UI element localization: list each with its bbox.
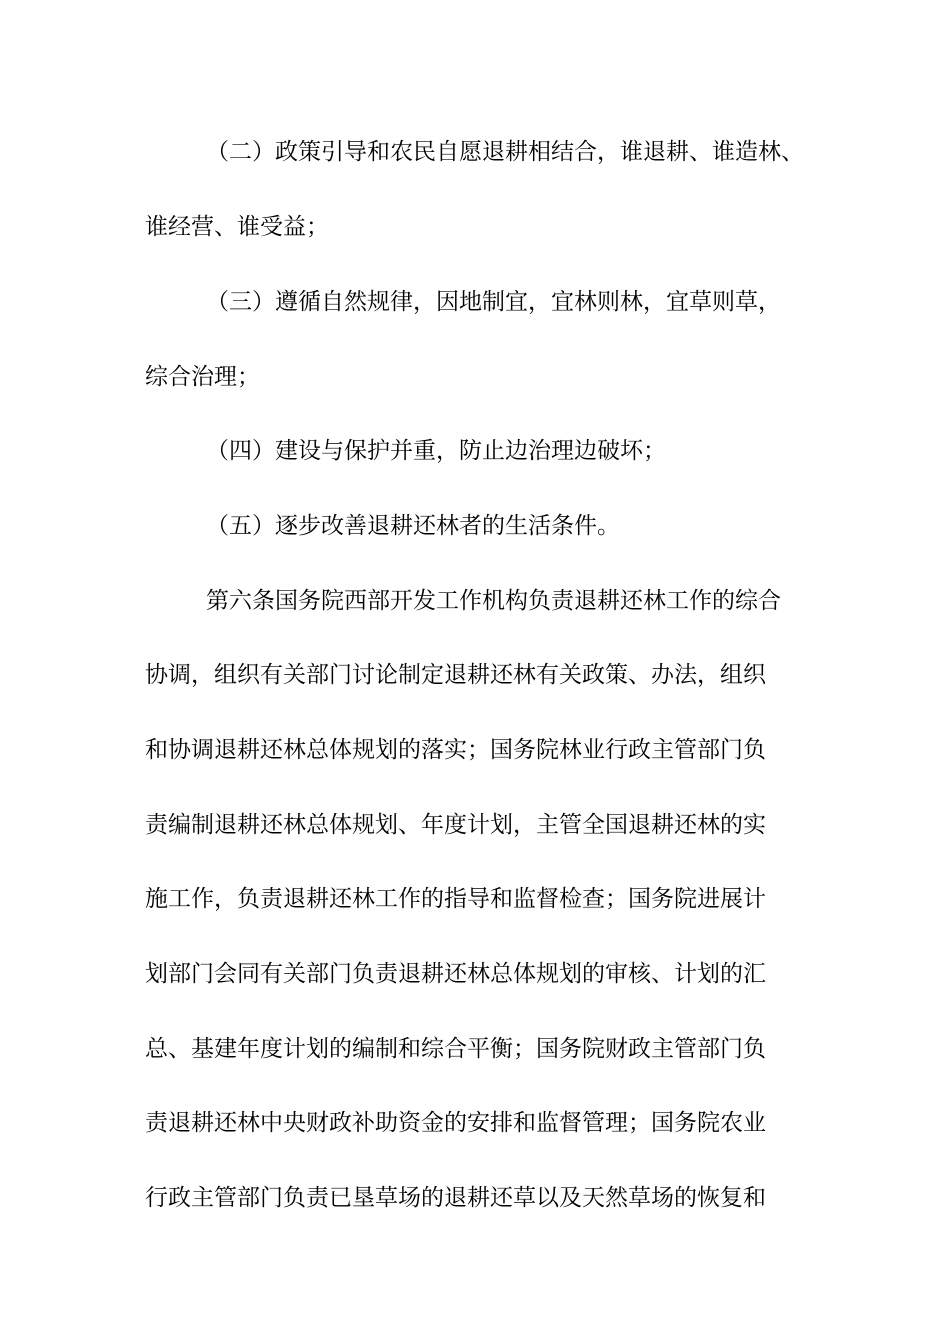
paragraph-line: 谁经营、谁受益； bbox=[145, 214, 329, 240]
paragraph-line: 划部门会同有关部门负责退耕还林总体规划的审核、计划的汇 bbox=[145, 961, 766, 987]
paragraph-line: 协调，组织有关部门讨论制定退耕还林有关政策、办法，组织 bbox=[145, 662, 766, 688]
paragraph-line: 行政主管部门负责已垦草场的退耕还草以及天然草场的恢复和 bbox=[145, 1185, 766, 1211]
paragraph-line: 施工作，负责退耕还林工作的指导和监督检查；国务院进展计 bbox=[145, 886, 766, 912]
paragraph-line: （四）建设与保护并重，防止边治理边破坏； bbox=[206, 438, 666, 464]
paragraph-line: 综合治理； bbox=[145, 364, 260, 390]
paragraph-line: （五）逐步改善退耕还林者的生活条件。 bbox=[206, 513, 620, 539]
paragraph-line: （二）政策引导和农民自愿退耕相结合，谁退耕、谁造林、 bbox=[206, 139, 804, 165]
paragraph-line: 和协调退耕还林总体规划的落实；国务院林业行政主管部门负 bbox=[145, 737, 766, 763]
paragraph-line: （三）遵循自然规律，因地制宜，宜林则林，宜草则草， bbox=[206, 289, 781, 315]
paragraph-line: 总、基建年度计划的编制和综合平衡；国务院财政主管部门负 bbox=[145, 1036, 766, 1062]
paragraph-line: 第六条国务院西部开发工作机构负责退耕还林工作的综合 bbox=[206, 588, 781, 614]
paragraph-line: 责退耕还林中央财政补助资金的安排和监督管理；国务院农业 bbox=[145, 1110, 766, 1136]
paragraph-line: 责编制退耕还林总体规划、年度计划，主管全国退耕还林的实 bbox=[145, 812, 766, 838]
